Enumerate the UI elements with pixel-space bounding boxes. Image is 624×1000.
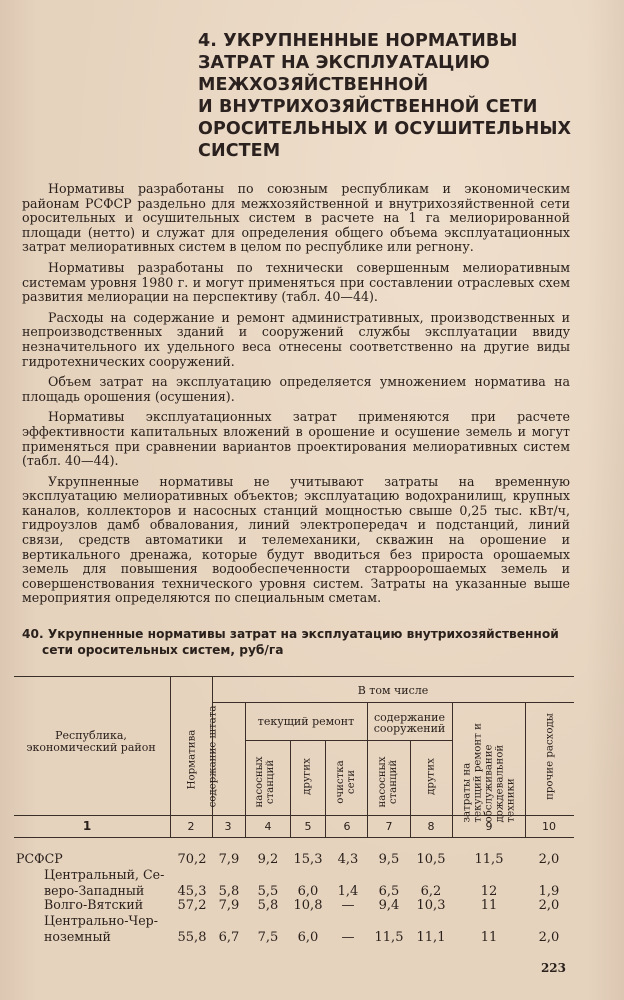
cell-value: 45,3 [177,884,207,899]
cell-value: 5,8 [257,898,279,913]
row-region: Центрально-Чер- [44,913,158,928]
cell-value: 11 [480,930,498,945]
table-title-line-1: 40. Укрупненные нормативы затрат на эксплуатацию внутрихозяйственной [22,627,559,641]
header-other-1: других [301,758,313,795]
cell-value: 5,8 [218,884,240,899]
col-divider [325,740,326,837]
cell-value: 55,8 [177,930,207,945]
paragraph: Нормативы разработаны по союзным республикам и экономическим районам РСФСР раздельно для межхозяйственной и внутрихозяйственной сети оросительных и осушительных систем в расчете на 1 га мелиорированной площади (нетто) и служат для определения общего объема эксплуатационных затрат мелиоративных систем в целом по республике или регнону. [22,181,570,255]
header-other-2: других [425,758,437,795]
cell-value: 1,4 [337,884,359,899]
header-pump-stations-2: насосных станций [377,756,399,808]
paragraph: Укрупненные нормативы не учитывают затраты на временную эксплуатацию мелиоративных объектов; эксплуатацию водохранилищ, крупных каналов, коллекторов и насосных станций мощностью свыше 0,25 тыс. кВт/ч, гидроузлов дамб обвалования, линий электропередач и подстанций, линий связи, средств автоматики и телемеханики, скважин на орошение и вертикального дренажа, которые будут вводиться без прироста орошаемых земель для повышения водообеспеченности старроорошаемых земель и совершенствования технического уровня систем. Затраты на указанные выше мероприятия определяются по специальным сметам. [22,473,570,606]
table-title-line-2: сети оросительных систем, руб/га [42,642,284,657]
header-pump-stations-1: насосных станций [254,756,276,808]
cell-value: 2,0 [538,930,560,945]
cell-value: — [341,930,355,945]
colnum-bottom-rule [14,837,574,838]
cell-value: 7,9 [218,898,240,913]
cell-value: 9,2 [257,852,279,867]
column-number: 10 [542,820,556,833]
header-current-repair: текущий ремонт [257,715,355,728]
header-normative: Норматива [186,729,198,790]
cell-value: 11,5 [374,930,404,945]
cell-value: — [341,898,355,913]
cell-value: 2,0 [538,852,560,867]
cell-value: 70,2 [177,852,207,867]
cell-value: 7,9 [218,852,240,867]
paragraph: Нормативы разработаны по технически совершенным мелиоративным системам уровня 1980 г. и могут применяться при составлении отраслевых схем развития мелиорации на перспективу (табл. 40—44). [22,259,570,305]
cell-value: 10,3 [416,898,446,913]
cell-value: 11 [480,898,498,913]
cell-value: 11,5 [474,852,504,867]
column-number: 6 [343,820,351,833]
row-region: РСФСР [16,851,63,866]
cell-value: 9,5 [378,852,400,867]
heading-line: 4. УКРУПНЕННЫЕ НОРМАТИВЫ [198,31,518,51]
heading-line: СИСТЕМ [198,141,281,161]
cell-value: 10,8 [293,898,323,913]
header-region: Республика, экономический район [26,729,156,754]
header-structures: содержание сооружений [373,711,446,735]
cell-value: 1,9 [538,884,560,899]
cell-value: 9,4 [378,898,400,913]
cell-value: 6,2 [420,884,442,899]
col-divider [525,702,526,837]
cell-value: 15,3 [293,852,323,867]
cell-value: 5,5 [257,884,279,899]
col-divider [170,676,171,837]
cell-value: 6,5 [378,884,400,899]
heading-line: И ВНУТРИХОЗЯЙСТВЕННОЙ СЕТИ [198,97,538,117]
cell-value: 2,0 [538,898,560,913]
heading-line: ОРОСИТЕЛЬНЫХ И ОСУШИТЕЛЬНЫХ [198,119,572,139]
cell-value: 57,2 [177,898,207,913]
row-region: веро-Западный [44,883,145,898]
column-number: 5 [304,820,312,833]
cell-value: 6,0 [297,884,319,899]
cell-value: 11,1 [416,930,446,945]
paragraph: Нормативы эксплуатационных затрат применяются при расчете эффективности капитальных вложений в орошение и осушение земель и могут применяться при сравнении вариантов проектирования мелиоративных систем (табл. 40—44). [22,409,570,469]
table-top-rule [14,676,574,677]
header-in-total: В том числе [357,684,429,697]
cell-value: 7,5 [257,930,279,945]
row-region: Центральный, Се- [44,867,165,882]
cell-value: 10,5 [416,852,446,867]
heading-line: ЗАТРАТ НА ЭКСПЛУАТАЦИЮ [198,53,490,73]
cell-value: 6,0 [297,930,319,945]
paragraph: Объем затрат на эксплуатацию определяется умножением норматива на площадь орошения (осушения). [22,374,570,404]
column-number: 8 [427,820,435,833]
column-number: 7 [385,820,393,833]
column-number: 1 [82,819,92,833]
cell-value: 6,7 [218,930,240,945]
col-divider [290,740,291,837]
cell-value: 4,3 [337,852,359,867]
subheader-rule [212,702,574,703]
paragraph: Расходы на содержание и ремонт административных, производственных и непроизводственных зданий и сооружений службы эксплуатации ввиду незначительного их удельного веса отнесены соответственно на другие виды гидротехнических сооружений. [22,309,570,369]
header-cleaning: очистка сети [335,760,357,804]
column-number: 2 [187,820,195,833]
column-number: 3 [224,820,232,833]
column-number: 9 [485,820,493,833]
col-divider [410,740,411,837]
column-number: 4 [264,820,272,833]
heading-line: МЕЖХОЗЯЙСТВЕННОЙ [198,75,429,95]
col-divider [452,702,453,837]
row-region: ноземный [44,929,111,944]
cell-value: 12 [480,884,498,899]
header-misc: прочие расходы [544,713,556,800]
page-number: 223 [540,961,566,975]
row-region: Волго-Вятский [44,897,144,912]
header-staff: содержание штата [207,705,219,808]
header-rain-machines: затраты на текущий ремонт и обслуживание дождевальной техники [461,723,517,823]
